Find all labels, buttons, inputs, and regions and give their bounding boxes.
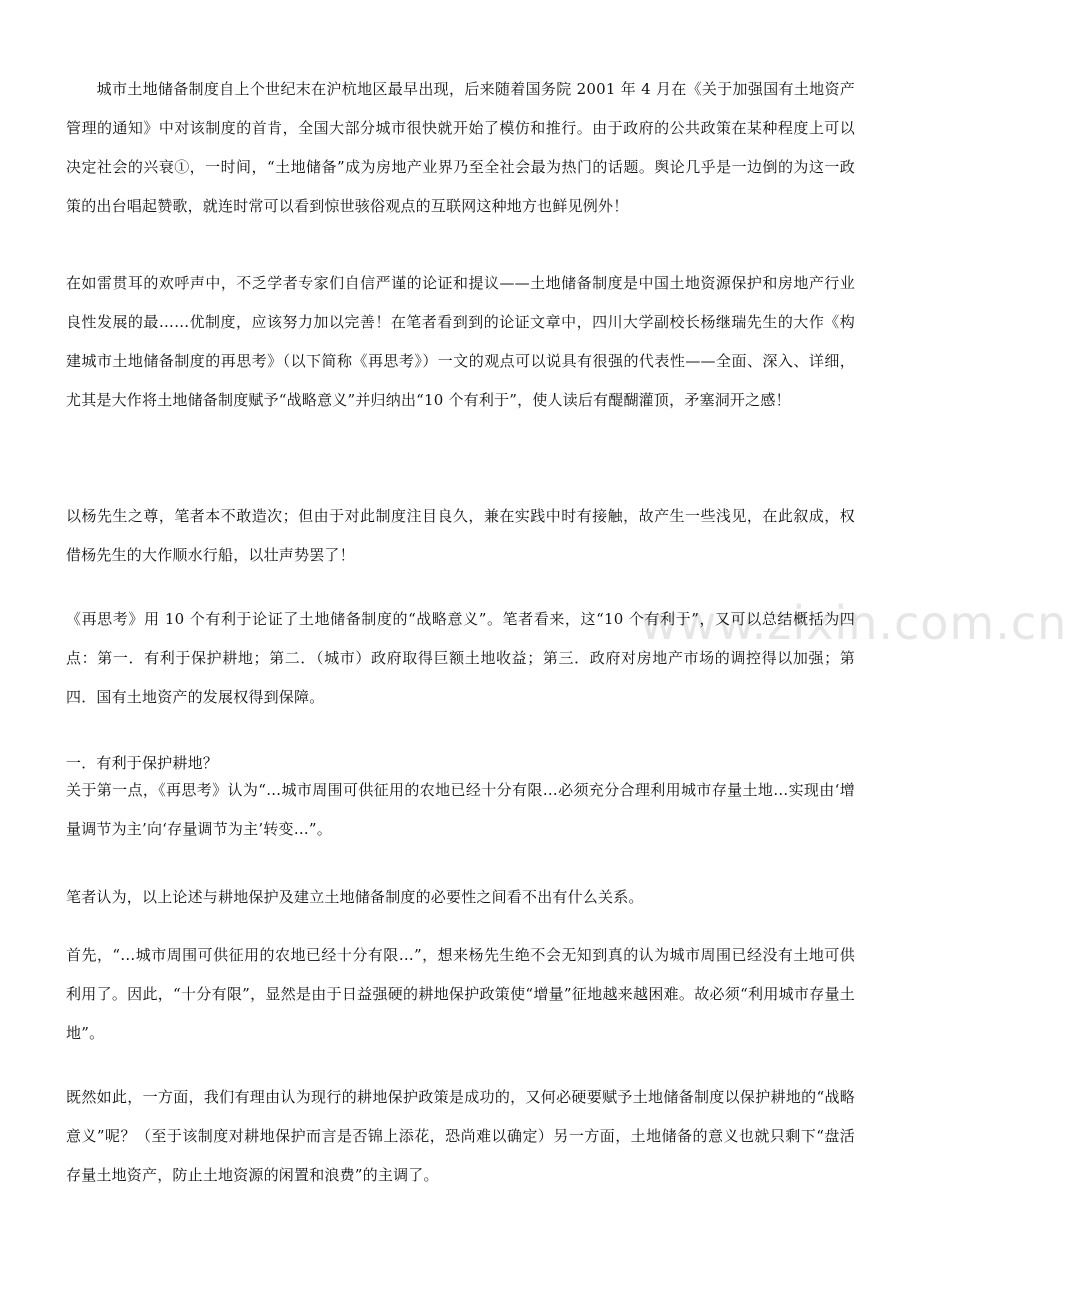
paragraph-1: 城市土地储备制度自上个世纪末在沪杭地区最早出现，后来随着国务院 2001 年 4 月在《关于加强国有土地资产管理的通知》中对该制度的首肯，全国大部分城市很快就开始了模仿和推行。由于政府的公共政策在某种程度上可以决定社会的兴衰①，一时间，“土地储备”成为房地产业界乃至全社会最为热门的话题。舆论几乎是一边倒的为这一政策的出台唱起赞歌，就连时常可以看到惊世骇俗观点的互联网这种地方也鲜见例外！ bbox=[66, 80, 855, 215]
section-heading: 一．有利于保护耕地？ bbox=[66, 754, 219, 772]
paragraph-6: 笔者认为，以上论述与耕地保护及建立土地储备制度的必要性之间看不出有什么关系。 bbox=[66, 888, 644, 906]
paragraph-8: 既然如此，一方面，我们有理由认为现行的耕地保护政策是成功的，又何必硬要赋予土地储备制度以保护耕地的“战略意义”呢？（至于该制度对耕地保护而言是否锦上添花，恐尚难以确定）另一方面，土地储备的意义也就只剩下“盘活存量土地资产，防止土地资源的闲置和浪费”的主调了。 bbox=[66, 1088, 855, 1184]
paragraph-2: 在如雷贯耳的欢呼声中，不乏学者专家们自信严谨的论证和提议——土地储备制度是中国土地资源保护和房地产行业良性发展的最……优制度，应该努力加以完善！在笔者看到到的论证文章中，四川大学副校长杨继瑞先生的大作《构建城市土地储备制度的再思考》（以下简称《再思考》）一文的观点可以说具有很强的代表性——全面、深入、详细，尤其是大作将土地储备制度赋予“战略意义”并归纳出“10 个有利于”，使人读后有醍醐灌顶，矛塞洞开之感！ bbox=[66, 274, 855, 409]
paragraph-7: 首先，“…城市周围可供征用的农地已经十分有限…”，想来杨先生绝不会无知到真的认为城市周围已经没有土地可供利用了。因此，“十分有限”，显然是由于日益强硬的耕地保护政策使“增量”征地越来越困难。故必须“利用城市存量土地”。 bbox=[66, 946, 855, 1042]
paragraph-5: 关于第一点，《再思考》认为“…城市周围可供征用的农地已经十分有限…必须充分合理利用城市存量土地…实现由‘增量调节为主’向‘存量调节为主’转变…”。 bbox=[66, 781, 855, 838]
paragraph-3: 以杨先生之尊，笔者本不敢造次；但由于对此制度注目良久，兼在实践中时有接触，故产生一些浅见，在此叙成，权借杨先生的大作顺水行船，以壮声势罢了！ bbox=[66, 507, 855, 564]
watermark: www.zixin.com.cn bbox=[640, 596, 1067, 650]
paragraph-4: 《再思考》用 10 个有利于论证了土地储备制度的“战略意义”。笔者看来，这“10 个有利于”，又可以总结概括为四点：第一．有利于保护耕地；第二．（城市）政府取得巨额土地收益；第三．政府对房地产市场的调控得以加强；第四．国有土地资产的发展权得到保障。 bbox=[66, 610, 855, 706]
